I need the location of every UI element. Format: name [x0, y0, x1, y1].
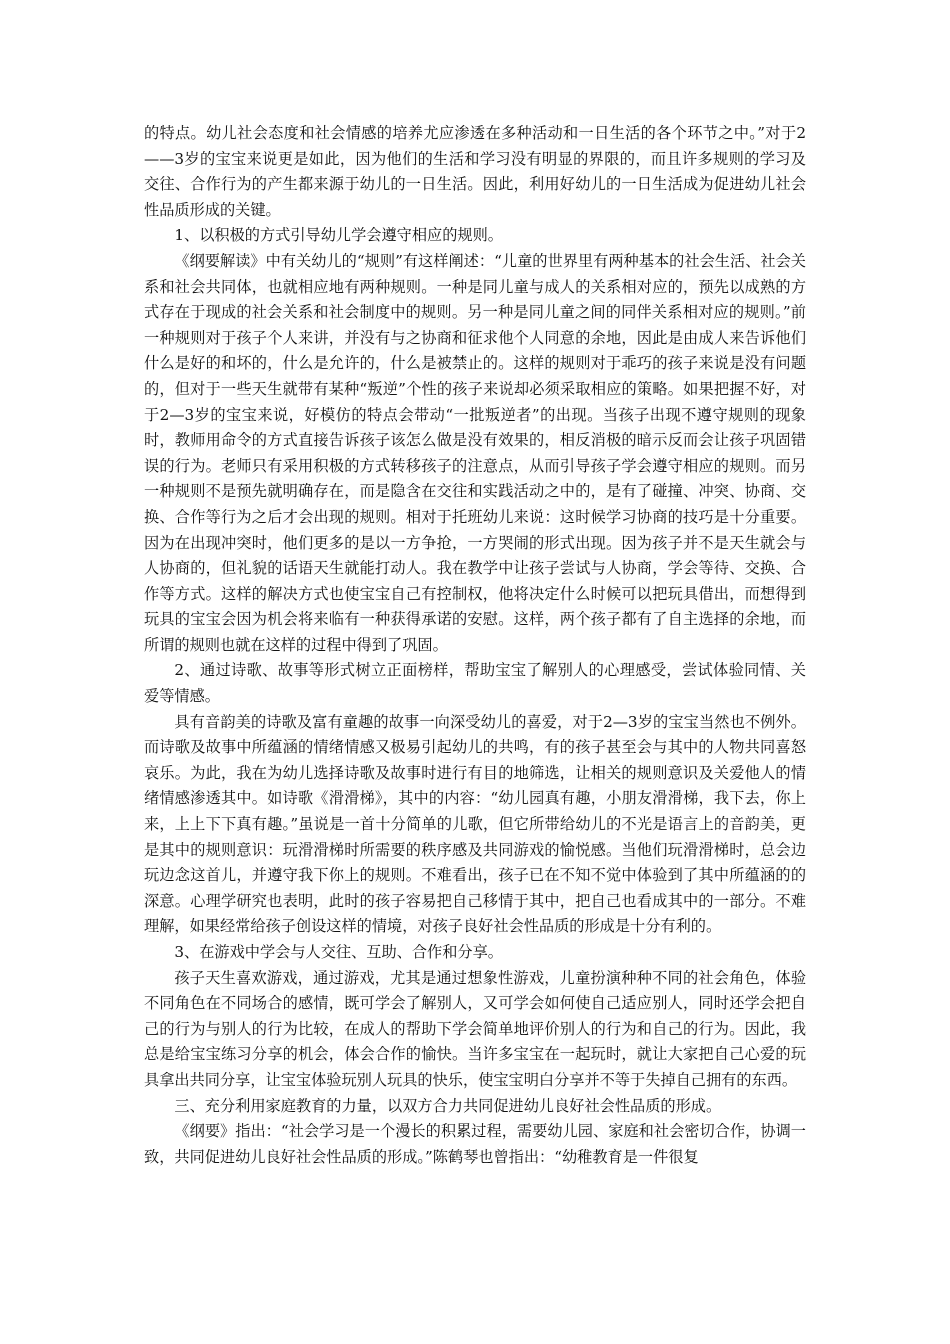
- paragraph-1: 的特点。幼儿社会态度和社会情感的培养尤应渗透在多种活动和一日生活的各个环节之中。”对于2——3岁的宝宝来说更是如此，因为他们的生活和学习没有明显的界限的，而且许多规则的学习及交往、合作行为的产生都来源于幼儿的一日生活。因此，利用好幼儿的一日生活成为促进幼儿社会性品质形成的关键。: [144, 124, 806, 219]
- paragraph-section-heading: 三、充分利用家庭教育的力量，以双方合力共同促进幼儿良好社会性品质的形成。: [174, 1096, 722, 1115]
- paragraph-heading-3: 3、在游戏中学会与人交往、互助、合作和分享。: [174, 943, 503, 961]
- paragraph-4: 孩子天生喜欢游戏，通过游戏，尤其是通过想象性游戏，儿童扮演种种不同的社会角色，体验不同角色在不同场合的感情，既可学会了解别人，又可学会如何使自己适应别人，同时还学会把自己的行为与别人的行为比较，在成人的帮助下学会简单地评价别人的行为和自己的行为。因此，我总是给宝宝练习分享的机会，体会合作的愉快。当许多宝宝在一起玩时，就让大家把自己心爱的玩具拿出共同分享，让宝宝体验玩别人玩具的快乐，使宝宝明白分享并不等于失掉自己拥有的东西。: [144, 968, 806, 1089]
- paragraph-heading-2: 2、通过诗歌、故事等形式树立正面榜样，帮助宝宝了解别人的心理感受，尝试体验同情、关爱等情感。: [144, 661, 806, 706]
- document-body: [144, 121, 806, 1170]
- paragraph-3: 具有音韵美的诗歌及富有童趣的故事一向深受幼儿的喜爱，对于2—3岁的宝宝当然也不例外。而诗歌及故事中所蕴涵的情绪情感又极易引起幼儿的共鸣，有的孩子甚至会与其中的人物共同喜怒哀乐。为此，我在为幼儿选择诗歌及故事时进行有目的地筛选，让相关的规则意识及关爱他人的情绪情感渗透其中。如诗歌《滑滑梯》，其中的内容：“幼儿园真有趣，小朋友滑滑梯，我下去，你上来，上上下下真有趣。”虽说是一首十分简单的儿歌，但它所带给幼儿的不光是语言上的音韵美，更是其中的规则意识：玩滑滑梯时所需要的秩序感及共同游戏的愉悦感。当他们玩滑滑梯时，总会边玩边念这首儿，并遵守我下你上的规则。不难看出，孩子已在不知不觉中体验到了其中所蕴涵的的深意。心理学研究也表明，此时的孩子容易把自己移情于其中，把自己也看成其中的一部分。不难理解，如果经常给孩子创设这样的情境，对孩子良好社会性品质的形成是十分有利的。: [144, 712, 806, 936]
- paragraph-heading-1: 1、以积极的方式引导幼儿学会遵守相应的规则。: [174, 226, 503, 245]
- paragraph-2: 《纲要解读》中有关幼儿的“规则”有这样阐述：“儿童的世界里有两种基本的社会生活、社会关系和社会共同体，也就相应地有两种规则。一种是同儿童与成人的关系相对应的，预先以成熟的方式存在于现成的社会关系和社会制度中的规则。另一种是同儿童之间的同伴关系相对应的规则。”前一种规则对于孩子个人来讲，并没有与之协商和征求他个人同意的余地，因此是由成人来告诉他们什么是好的和坏的，什么是允许的，什么是被禁止的。这样的规则对于乖巧的孩子来说是没有问题的，但对于一些天生就带有某种“叛逆”个性的孩子来说却必须采取相应的策略。如果把握不好，对于2—3岁的宝宝来说，好模仿的特点会带动“一批叛逆者”的出现。当孩子出现不遵守规则的现象时，教师用命令的方式直接告诉孩子该怎么做是没有效果的，相反消极的暗示反而会让孩子巩固错误的行为。老师只有采用积极的方式转移孩子的注意点，从而引导孩子学会遵守相应的规则。而另一种规则不是预先就明确存在，而是隐含在交往和实践活动之中的，是有了碰撞、冲突、协商、交换、合作等行为之后才会出现的规则。相对于托班幼儿来说：这时候学习协商的技巧是十分重要。因为在出现冲突时，他们更多的是以一方争抢，一方哭闹的形式出现。因为孩子并不是天生就会与人协商的，但礼貌的话语天生就能打动人。我在教学中让孩子尝试与人协商，学会等待、交换、合作等方式。这样的解决方式也使宝宝自己有控制权，他将决定什么时候可以把玩具借出，而想得到玩具的宝宝会因为机会将来临有一种获得承诺的安慰。这样，两个孩子都有了自主选择的余地，而所谓的规则也就在这样的过程中得到了巩固。: [144, 251, 806, 654]
- paragraph-5: 《纲要》指出：“社会学习是一个漫长的积累过程，需要幼儿园、家庭和社会密切合作，协调一致，共同促进幼儿良好社会性品质的形成。”陈鹤琴也曾指出：“幼稚教育是一件很复: [144, 1122, 806, 1166]
